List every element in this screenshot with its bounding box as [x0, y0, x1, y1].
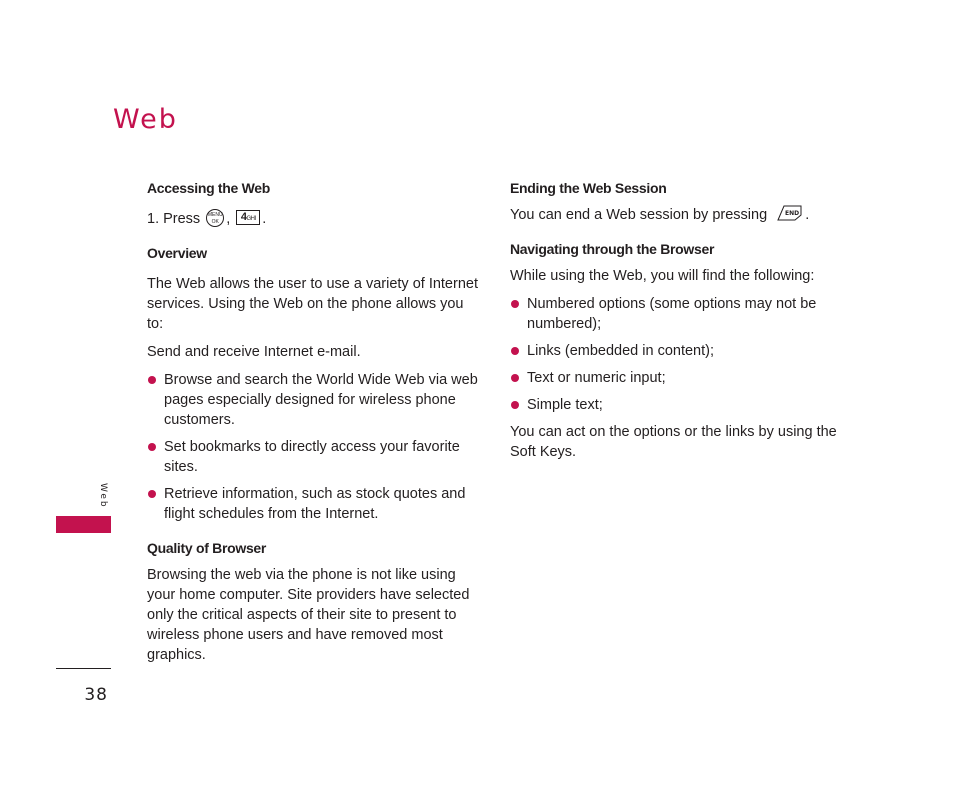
heading-quality-of-browser: Quality of Browser — [147, 540, 267, 556]
page-number: 38 — [84, 685, 108, 705]
bullet-icon — [148, 490, 156, 498]
list-item: Text or numeric input; — [510, 368, 840, 388]
list-item: Set bookmarks to directly access your favorite sites. — [147, 437, 482, 477]
navigating-intro: While using the Web, you will find the following: — [510, 268, 815, 284]
quality-text: Browsing the web via the phone is not like using your home computer. Site providers have selected only the critical aspects of their site to present to wireless phone users and have removed most graphics. — [147, 567, 470, 663]
step-prefix: 1. Press — [147, 211, 201, 227]
svg-text:END: END — [785, 210, 800, 218]
menu-ok-key-icon: MENU OK — [206, 209, 224, 227]
bullet-icon — [511, 300, 519, 308]
left-column — [147, 178, 482, 673]
list-item: Links (embedded in content); — [510, 341, 840, 361]
end-key-icon — [775, 203, 803, 223]
side-section-label: Web — [98, 483, 108, 509]
section-tab-marker — [56, 516, 111, 533]
heading-navigating-through-the-browser: Navigating through the Browser — [510, 241, 715, 257]
bullet-icon — [511, 401, 519, 409]
bullet-icon — [511, 347, 519, 355]
step-press — [147, 209, 482, 229]
list-item: Simple text; — [510, 395, 840, 415]
ending-text: You can end a Web session by pressing END . — [510, 205, 840, 225]
bullet-icon — [148, 376, 156, 384]
navigating-outro: You can act on the options or the links by using the Soft Keys. — [510, 424, 837, 460]
bullet-icon — [511, 374, 519, 382]
page-title: Web — [113, 104, 178, 135]
overview-bullet-list — [147, 370, 482, 524]
heading-ending-the-web-session: Ending the Web Session — [510, 180, 667, 196]
list-item: Retrieve information, such as stock quotes and flight schedules from the Internet. — [147, 484, 482, 524]
overview-line: Send and receive Internet e-mail. — [147, 344, 361, 360]
key-4-ghi-icon: 4GHI — [236, 210, 260, 225]
list-item: Browse and search the World Wide Web via web pages especially designed for wireless phone customers. — [147, 370, 482, 430]
step-separator: , — [226, 211, 231, 227]
right-column — [510, 178, 840, 470]
list-item: Numbered options (some options may not be numbered); — [510, 294, 840, 334]
footer-divider — [56, 668, 111, 669]
bullet-icon — [148, 443, 156, 451]
overview-intro: The Web allows the user to use a variety of Internet services. Using the Web on the phone allows you to: — [147, 276, 478, 332]
heading-accessing-the-web: Accessing the Web — [147, 180, 271, 196]
navigating-bullet-list — [510, 294, 840, 415]
step-end: . — [262, 211, 267, 227]
heading-overview: Overview — [147, 245, 207, 261]
